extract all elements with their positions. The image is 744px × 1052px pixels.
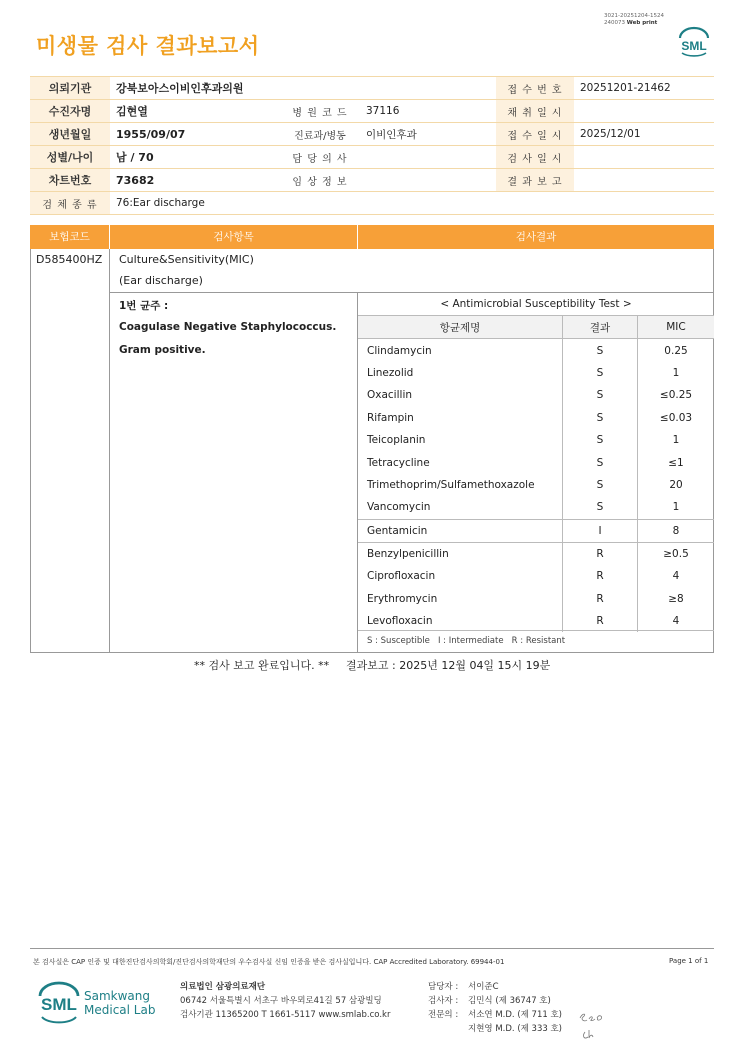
ast-result: S [563, 451, 638, 473]
ast-mic: 1 [638, 429, 715, 451]
insurance-code: D585400HZ [36, 253, 103, 266]
label-clinical-info: 임 상 정 보 [280, 169, 360, 192]
ast-drug-name: Gentamicin [358, 519, 563, 542]
label-receipt-date: 접 수 일 시 [496, 123, 574, 146]
staff-info [428, 980, 562, 1036]
ast-drug-name: Rifampin [367, 411, 414, 424]
ast-result: S [563, 496, 638, 519]
ast-drug-name: Levofloxacin [367, 615, 433, 628]
ast-drug-name: Tetracycline [367, 456, 430, 469]
ast-mic: ≤0.25 [638, 384, 715, 406]
label-patient-name: 수진자명 [30, 100, 110, 123]
ast-mic: 20 [638, 474, 715, 496]
ast-drug-name: Vancomycin [358, 496, 563, 519]
org-address: 06742 서울특별시 서초구 바우뫼로41길 57 삼광빌딩 [180, 996, 382, 1006]
label-receipt-no: 접 수 번 호 [496, 77, 574, 100]
ast-mic: 4 [638, 565, 715, 587]
signature-icon [577, 1008, 607, 1042]
ast-drug-name: Benzylpenicillin [367, 548, 449, 561]
ast-mic: 1 [638, 496, 715, 519]
ast-title: < Antimicrobial Susceptibility Test > [440, 298, 632, 310]
ast-drug-name: Teicoplanin [367, 434, 426, 447]
ast-result: S [563, 362, 638, 384]
value-specimen: 76:Ear discharge [110, 192, 714, 215]
staff-value: 지현영 M.D. (제 333 호) [468, 1024, 563, 1034]
organism-gram: Gram positive. [119, 344, 206, 356]
ast-result: I [563, 519, 638, 542]
value-sex-age: 남 / 70 [110, 146, 280, 169]
ast-drug-name: Clindamycin [367, 344, 432, 357]
sml-footer-logo-icon [36, 980, 82, 1026]
ast-result: R [563, 610, 638, 632]
col-header-test-item: 검사항목 [110, 225, 357, 249]
print-code [604, 13, 664, 27]
ast-result: R [563, 565, 638, 587]
staff-label: 검사자 : [428, 996, 459, 1006]
ast-row [358, 542, 714, 565]
sml-logo-icon [676, 26, 712, 58]
ast-header-drug: 항균제명 [358, 316, 563, 339]
ast-result: R [563, 588, 638, 610]
ast-result: S [563, 384, 638, 406]
ast-mic: 4 [638, 610, 715, 632]
accreditation-text: 본 검사실은 CAP 인증 및 대한진단검사의학회/진단검사의학재단의 우수검사실 신임 인증을 받은 검사실입니다. CAP Accredited Laboratory. 69944-01 [33, 958, 505, 966]
label-birth-date: 생년월일 [30, 123, 110, 146]
label-specimen: 검 체 종 류 [30, 192, 110, 215]
staff-value: 서소연 M.D. (제 711 호) [468, 1010, 563, 1020]
value-receipt-no: 20251201-21462 [574, 77, 714, 100]
ast-row [358, 565, 714, 587]
ast-row [358, 429, 714, 451]
label-chart-no: 차트번호 [30, 169, 110, 192]
ast-mic: 0.25 [638, 339, 715, 362]
ast-row [358, 339, 714, 362]
divider [109, 249, 110, 653]
value-clinical-info [360, 169, 496, 192]
ast-drug-name: Oxacillin [367, 389, 413, 402]
ast-drug-name: Erythromycin [367, 592, 438, 605]
test-name: Culture&Sensitivity(MIC) [119, 253, 254, 266]
staff-label: 전문의 : [428, 1010, 459, 1020]
value-receipt-date: 2025/12/01 [574, 123, 714, 146]
ast-mic: ≤1 [638, 451, 715, 473]
staff-value: 서이준C [468, 982, 499, 992]
test-specimen: (Ear discharge) [119, 274, 203, 287]
value-report [574, 169, 714, 192]
ast-result: S [563, 407, 638, 429]
ast-row [358, 407, 714, 429]
staff-value: 김민식 (제 36747 호) [468, 996, 551, 1006]
staff-label: 담당자 : [428, 982, 459, 992]
ast-legend: S : Susceptible I : Intermediate R : Resistant [367, 636, 566, 646]
print-code-line1: 3021-20251204-1524 [604, 13, 664, 19]
print-mode: Web print [626, 20, 658, 26]
value-hospital-code: 37116 [360, 100, 496, 123]
col-header-insurance-code: 보험코드 [30, 225, 109, 249]
report-time: 결과보고 : 2025년 12월 04일 15시 19분 [346, 659, 551, 672]
value-patient-name: 김현열 [110, 100, 280, 123]
value-chart-no: 73682 [110, 169, 280, 192]
ast-row [358, 588, 714, 610]
label-report: 결 과 보 고 [496, 169, 574, 192]
value-birth-date: 1955/09/07 [110, 123, 280, 146]
company-name-line1: Samkwang [84, 989, 150, 1003]
label-sex-age: 성별/나이 [30, 146, 110, 169]
ast-result: S [563, 429, 638, 451]
value-department: 이비인후과 [360, 123, 496, 146]
label-hospital-code: 병 원 코 드 [280, 100, 360, 123]
org-contact: 검사기관 11365200 T 1661-5117 www.smlab.co.kr [180, 1010, 391, 1020]
ast-mic: 1 [638, 362, 715, 384]
ast-mic: ≥0.5 [638, 542, 715, 565]
company-name [84, 989, 155, 1017]
divider [109, 292, 714, 293]
ast-mic: 8 [638, 519, 715, 542]
col-header-test-result: 검사결과 [358, 225, 714, 249]
value-doctor [360, 146, 496, 169]
label-doctor: 담 당 의 사 [280, 146, 360, 169]
label-department: 진료과/병동 [280, 123, 360, 146]
divider [358, 630, 714, 631]
label-institution: 의뢰기관 [30, 77, 110, 100]
ast-result: S [563, 474, 638, 496]
value-collection-date [574, 100, 714, 123]
footer-divider [30, 948, 714, 949]
sml-logo-text: SML [681, 39, 707, 53]
ast-mic: ≥8 [638, 588, 715, 610]
sml-footer-logo-text: SML [41, 995, 77, 1014]
ast-row [358, 451, 714, 473]
organism-label: 1번 균주 : [119, 300, 169, 312]
print-code-line2: 240073 [604, 20, 625, 26]
ast-row [358, 496, 714, 519]
ast-drug-name: Ciprofloxacin [367, 570, 436, 583]
ast-result: S [563, 339, 638, 362]
ast-row [358, 519, 714, 542]
patient-info-table [30, 76, 714, 215]
ast-row [358, 474, 714, 496]
label-collection-date: 채 취 일 시 [496, 100, 574, 123]
ast-table [358, 316, 714, 632]
ast-header-mic: MIC [638, 316, 715, 339]
report-title: 미생물 검사 결과보고서 [36, 34, 260, 58]
page-number: Page 1 of 1 [669, 957, 709, 965]
company-name-line2: Medical Lab [84, 1003, 156, 1017]
value-institution: 강북보아스이비인후과의원 [110, 77, 496, 100]
organism-name: Coagulase Negative Staphylococcus. [119, 321, 337, 333]
ast-mic: ≤0.03 [638, 407, 715, 429]
label-test-date: 검 사 일 시 [496, 146, 574, 169]
ast-row [358, 384, 714, 406]
ast-drug-name: Trimethoprim/Sulfamethoxazole [367, 478, 535, 491]
ast-result: R [563, 542, 638, 565]
org-info [180, 980, 390, 1022]
ast-drug-name: Linezolid [367, 366, 414, 379]
value-test-date [574, 146, 714, 169]
ast-row [358, 362, 714, 384]
completion-note: ** 검사 보고 완료입니다. ** [194, 659, 330, 672]
org-name: 의료법인 삼광의료재단 [180, 982, 266, 992]
ast-header-result: 결과 [563, 316, 638, 339]
